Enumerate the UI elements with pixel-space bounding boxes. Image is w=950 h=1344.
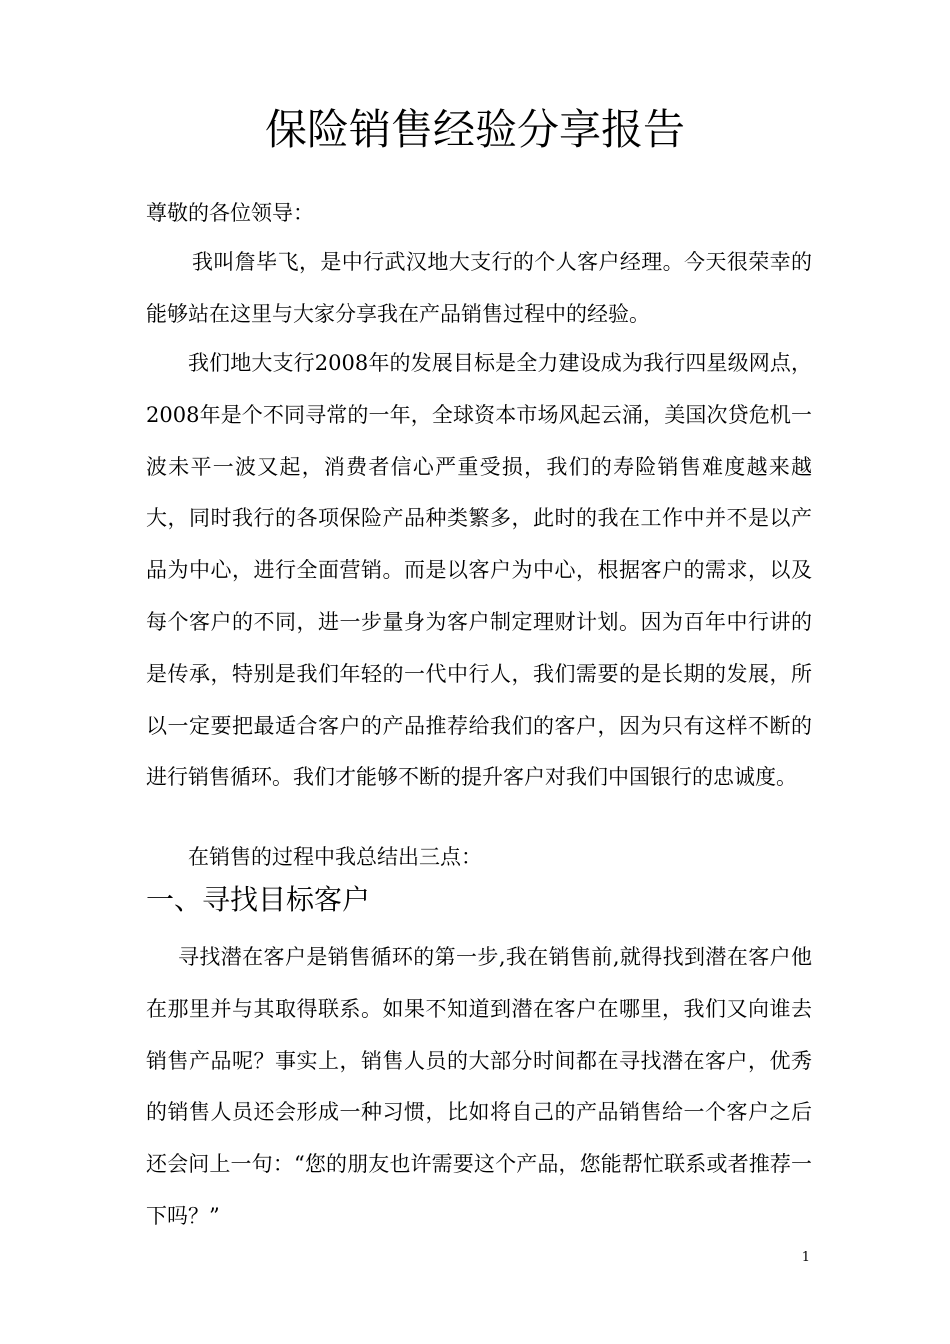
page-number: 1 bbox=[801, 1250, 810, 1265]
paragraph-summary-intro: 在销售的过程中我总结出三点： bbox=[188, 845, 482, 869]
salutation: 尊敬的各位领导： bbox=[146, 201, 314, 225]
paragraph-section-1: 寻找潜在客户是销售循环的第一步,我在销售前,就得找到潜在客户他在那里并与其取得联系。如果不知道到潜在客户在哪里，我们又向谁去销售产品呢？事实上，销售人员的大部分时间都在寻找潜在客户，优秀的销售人员还会形成一种习惯，比如将自己的产品销售给一个客户之后还会问上一句：“您的朋友也许需要这个产品，您能帮忙联系或者推荐一下吗？” bbox=[146, 945, 812, 1228]
document-title: 保险销售经验分享报告 bbox=[264, 105, 685, 154]
paragraph-background: 我们地大支行2008年的发展目标是全力建设成为我行四星级网点，2008年是个不同寻常的一年，全球资本市场风起云涌，美国次贷危机一波未平一波又起，消费者信心严重受损，我们的寿险销售难度越来越大，同时我行的各项保险产品种类繁多，此时的我在工作中并不是以产品为中心，进行全面营销。而是以客户为中心，根据客户的需求，以及每个客户的不同，进一步量身为客户制定理财计划。因为百年中行讲的是传承，特别是我们年轻的一代中行人，我们需要的是长期的发展，所以一定要把最适合客户的产品推荐给我们的客户，因为只有这样不断的进行销售循环。我们才能够不断的提升客户对我们中国银行的忠诚度。 bbox=[146, 351, 812, 790]
paragraph-introduction: 我叫詹毕飞，是中行武汉地大支行的个人客户经理。今天很荣幸的能够站在这里与大家分享我在产品销售过程中的经验。 bbox=[146, 250, 812, 326]
section-heading-1: 一、寻找目标客户 bbox=[146, 883, 371, 916]
